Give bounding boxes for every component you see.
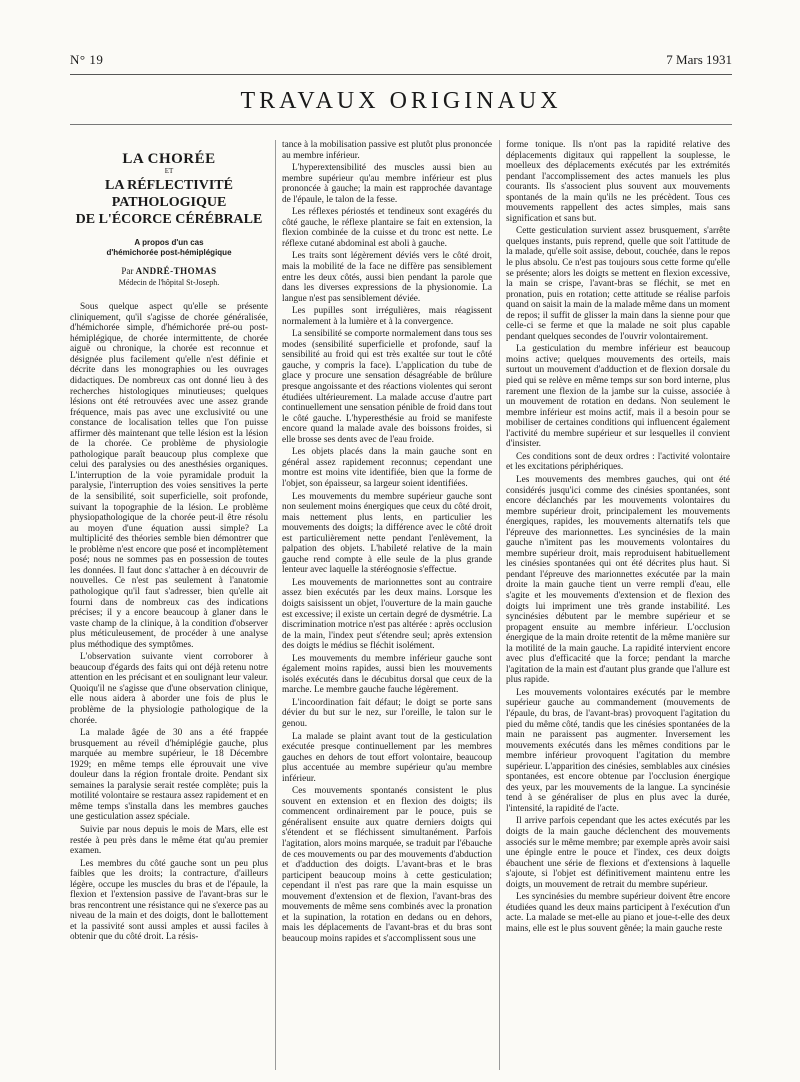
paragraph: La sensibilité se comporte normalement dans tous ses modes (sensibilité superficielle et profonde, sauf la sensibilité au froid qui est très exaltée sur tout le côté gauche, y compris la face). L'application du tube de glace y procure une sensation désagréable de brûlure presque angoissante et des réactions violentes qui seront étudiées ultérieurement. La malade accuse d'autre part continuellement une sensation pénible de froid dans tout le côté gauche. L'hyperesthésie au froid se manifeste encore quand la malade avale des boissons froides, si elle brosse ses dents avec de l'eau froide. [282, 329, 492, 445]
column-2 [282, 140, 492, 1070]
article-title-line3: DE L'ÉCORCE CÉRÉBRALE [75, 212, 263, 228]
issue-number: N° 19 [70, 52, 104, 67]
paragraph: Les objets placés dans la main gauche sont en général assez rapidement reconnus; cependant une montre est moins vite identifiée, bien que la forme de l'objet, son épaisseur, sa largeur soient identifiées. [282, 447, 492, 489]
paragraph: L'incoordination fait défaut; le doigt se porte sans dévier du but sur le nez, sur l'oreille, le talon sur le genou. [282, 697, 492, 729]
paragraph: Les syncinésies du membre supérieur doivent être encore étudiées quand les deux mains participent à l'exécution d'un acte. La malade se met-elle au piano et joue-t-elle des deux mains, elle est le plus souvent gênée; la main gauche reste [506, 892, 730, 934]
paragraph: La gesticulation du membre inférieur est beaucoup moins active; quelques mouvements des orteils, mais surtout un mouvement d'adduction et de flexion dorsale du pied qui se relève en même temps sur son bord interne, plus rarement une flexion de la jambe sur la cuisse, associée à un mouvement de rotation en dedans. Non seulement le membre inférieur est moins actif, mais il a besoin pour se mobiliser de certaines conditions qui influencent également l'activité du membre supérieur et sur lesquelles il convient d'insister. [506, 344, 730, 450]
paragraph: Cette gesticulation survient assez brusquement, s'arrête quelques instants, puis reprend, quelle que soit l'attitude de la malade, qu'elle soit assise, debout, couchée, dans le repos le plus absolu. Ce n'est pas toujours sous cette forme qu'elle se présente; alors les doigts se mettent en flexion excessive, la main se crispe, l'avant-bras se fléchit, se met en pronation, puis en rotation; cette attitude se réalise parfois quand on saisit la main de la malade même dans un moment de repos; il suffit de glisser la main dans la sienne pour que celle-ci se ferme et que la malade ne soit plus capable pendant quelques secondes de l'ouvrir volontairement. [506, 226, 730, 342]
paragraph: Les mouvements du membre inférieur gauche sont également moins rapides, aussi bien les mouvements isolés exécutés dans le décubitus dorsal que ceux de la marche. Le membre gauche fauche légèrement. [282, 653, 492, 696]
article-author: Par ANDRÉ-THOMAS [121, 266, 217, 277]
paragraph: Les réflexes périostés et tendineux sont exagérés du côté gauche, le réflexe plantaire se fait en extension, la flexion combinée de la cuisse et du tronc est nette. Le réflexe cutané abdominal est aboli à gauche. [282, 207, 492, 249]
paragraph: La malade se plaint avant tout de la gesticulation exécutée presque continuellement par les membres gauches en dehors de tout effort volontaire, beaucoup plus accentuée au membre supérieur qu'au membre inférieur. [282, 731, 492, 784]
paragraph: Les traits sont légèrement déviés vers le côté droit, mais la mobilité de la face ne diffère pas sensiblement entre les deux côtés, aussi bien pendant la parole que dans les diverses expressions de la physionomie. La langue n'est pas sensiblement déviée. [282, 251, 492, 304]
paragraph: L'observation suivante vient corroborer à beaucoup d'égards des faits qui ont déjà retenu notre attention en les précisant et en soulignant leur valeur. Quoiqu'il ne s'agisse que d'une observation clinique, elle nous aidera à aborder une fois de plus le problème de la physiologie pathologique de la chorée. [70, 652, 268, 726]
column-divider [275, 140, 276, 1070]
paragraph: Les pupilles sont irrégulières, mais réagissent normalement à la lumière et à la convergence. [282, 306, 492, 327]
column-divider [499, 140, 500, 1070]
article-title-line1: LA CHORÉE [122, 151, 216, 167]
article-heading [70, 151, 268, 288]
paragraph: L'hyperextensibilité des muscles aussi bien au membre supérieur qu'au membre inférieur est plus prononcée à gauche; la main est rapprochée davantage de l'épaule, le talon de la fesse. [282, 163, 492, 205]
paragraph: Les mouvements du membre supérieur gauche sont non seulement moins énergiques que ceux du côté droit, mais nettement plus lents, en particulier les mouvements des doigts; la différence avec le côté droit est particulièrement nette pendant l'enlèvement, la palpation des objets. L'habileté relative de la main gauche rend compte à elle seule de la plus grande lenteur avec laquelle la stéréognosie s'effectue. [282, 491, 492, 576]
paragraph: Les mouvements volontaires exécutés par le membre supérieur gauche au commandement (mouvements de l'épaule, du bras, de l'avant-bras) provoquent l'agitation du pied du même côté, tandis que les cinésies spontanées de la main ne paraissent pas augmenter. Inversement les mouvements exécutés dans les mêmes conditions par le membre inférieur provoquent l'agitation du membre supérieur. L'apparition des cinésies, semblables aux cinésies spontanées, est encore obtenue par l'occlusion énergique des yeux, par les mouvements de la langue. La syncinésie tend à se généraliser de plus en plus avec la durée, l'intensité, la rapidité de l'acte. [506, 687, 730, 814]
column-3 [506, 140, 730, 1070]
article-title-et: ET [164, 166, 174, 175]
column-1 [70, 140, 268, 1070]
title-rule [70, 124, 732, 125]
article-subtitle: A propos d'un cas d'hémichorée post-hémiplégique [106, 238, 232, 258]
paragraph: Les membres du côté gauche sont un peu plus faibles que les droits; la contracture, d'ailleurs légère, occupe les muscles du bras et de l'épaule, la flexion et l'extension passive de l'avant-bras sur le bras rencontrent une résistance qui ne s'exerce pas au niveau de la main et des doigts, dont le ballottement et la passivité sont aussi amples et aussi faciles à obtenir que du côté droit. La résis- [70, 858, 268, 943]
header-rule [70, 74, 732, 75]
paragraph: tance à la mobilisation passive est plutôt plus prononcée au membre inférieur. [282, 140, 492, 161]
author-affiliation: Médecin de l'hôpital St-Joseph. [118, 277, 220, 287]
paragraph: La malade âgée de 30 ans a été frappée brusquement au réveil d'hémiplégie gauche, plus marquée au membre supérieur, le 18 Décembre 1929; en même temps elle éprouvait une vive douleur dans la région frontale droite. Pendant six semaines la paralysie serait restée complète; puis la motilité volontaire se restaura assez rapidement et en même temps s'installa dans les membres gauches une gesticulation assez spéciale. [70, 728, 268, 823]
article-title-line2: LA RÉFLECTIVITÉ PATHOLOGIQUE [105, 178, 233, 211]
paragraph: Il arrive parfois cependant que les actes exécutés par les doigts de la main gauche déclenchent des mouvements associés sur le même membre; par exemple après avoir saisi une épingle entre le pouce et l'index, ces deux doigts ébauchent une série de flexions et d'extensions à laquelle s'ajoute, si l'objet est définitivement maintenu entre les doigts, un mouvement de retrait du membre supérieur. [506, 816, 730, 890]
paragraph: Les mouvements des membres gauches, qui ont été considérés jusqu'ici comme des cinésies spontanées, sont encore déclanchés par les mouvements volontaires du membre supérieur droit, principalement les mouvements énergiques, rapides, les mouvements alternatifs tels que l'épreuve des marionnettes. Les syncinésies de la main gauche n'imitent pas les mouvements volontaires du membre supérieur droit, mais reproduisent habituellement les cinésies spontanées qui ont été décrites plus haut. Si pendant l'épreuve des marionnettes exécutée par la main droite la main gauche tient un verre rempli d'eau, elle s'agite et les mouvements d'extension et de flexion des doigts lui impriment une très grande instabilité. Les syncinésies débutent par le membre supérieur et se propagent ensuite au membre inférieur. L'occlusion énergique de la main droite retentit de la même manière sur la motilité de la main gauche. La rapidité intervient encore avec plus d'efficacité que la force; pendant la marche l'agitation de la main est d'autant plus grande que l'allure est plus rapide. [506, 474, 730, 686]
issue-date: 7 Mars 1931 [666, 52, 732, 67]
paragraph: Les mouvements de marionnettes sont au contraire assez bien exécutés par les deux mains. Lorsque les doigts saisissent un objet, l'ouverture de la main gauche est excessive; il existe un certain degré de dysmétrie. La discrimination motrice n'est pas altérée : après occlusion de la main, l'index peut s'étendre seul; après extension des doigts le médius se fléchit isolément. [282, 577, 492, 652]
paragraph: Ces mouvements spontanés consistent le plus souvent en extension et en flexion des doigts; ils commencent ordinairement par le pouce, puis se généralisent ensuite aux quatre derniers doigts qui s'étendent et se fléchissent simultanément. Parfois l'agitation, alors moins marquée, se traduit par l'ébauche de ces mouvements ou par des mouvements d'abduction et d'adduction des doigts. L'avant-bras et le bras participent beaucoup moins à cette gesticulation; cependant il n'est pas rare que la main esquisse un mouvement d'extension et de flexion, l'avant-bras des mouvements de même sens combinés avec la pronation et la supination, la rotation en dedans ou en dehors, mais les déplacements de l'avant-bras et du bras sont beaucoup moins rapides et s'accomplissent sous une [282, 786, 492, 944]
paragraph: Sous quelque aspect qu'elle se présente cliniquement, qu'il s'agisse de chorée généralisée, d'hémichorée simple, d'hémichorée pré-ou post-hémiplégique, de chorée intermittente, de chorée aiguë ou chronique, la chorée est reconnue et désignée plus facilement qu'elle n'est définie et décrite dans les monographies ou les ouvrages didactiques. De nombreux cas ont donné lieu à des recherches histologiques minutieuses; quelques lésions ont été retrouvées avec une assez grande fréquence, mais pas avec une exclusivité ou une constance de localisation telles que l'on puisse affirmer dès maintenant que telle lésion est la lésion de la chorée. Ce problème de physiologie pathologique paraît beaucoup plus complexe que celui des paralysies ou des anesthésies organiques. L'interruption de la voie pyramidale produit la paralysie, l'interruption des voies sensitives la perte de la sensibilité, soit superficielle, soit profonde, suivant la topographie de la lésion. Le problème physiopathologique de la chorée peut-il être résolu au moyen d'une équation aussi simple? La multiplicité des théories semble bien démontrer que le problème n'est encore que posé et incomplètement posé; nous ne sommes pas en possession de toutes les données. Il faut donc s'attacher à en découvrir de nouvelles. Ce n'est pas seulement à l'anatomie pathologique qu'il faut s'adresser, bien qu'elle ait fourni dans de nombreux cas des indications précises; il y a encore beaucoup à glaner dans le vaste champ de la clinique, à la condition d'observer plus méticuleusement, de procéder à une analyse plus méthodique des symptômes. [70, 302, 268, 650]
paragraph: Ces conditions sont de deux ordres : l'activité volontaire et les excitations périphériques. [506, 451, 730, 473]
section-title: TRAVAUX ORIGINAUX [240, 88, 562, 114]
paragraph: Suivie par nous depuis le mois de Mars, elle est restée à peu près dans le même état qu'au premier examen. [70, 824, 268, 857]
paragraph: forme tonique. Ils n'ont pas la rapidité relative des déplacements digitaux qui rappellent la souplesse, le moelleux des déplacements exécutés par les extrémités pendant l'accomplissement des actes manuels les plus courants. Ils s'associent plus souvent aux mouvements spontanés de la main qu'ils ne les précèdent. Tous ces mouvements rappellent des actes simples, mais sans signification et sans but. [506, 140, 730, 224]
